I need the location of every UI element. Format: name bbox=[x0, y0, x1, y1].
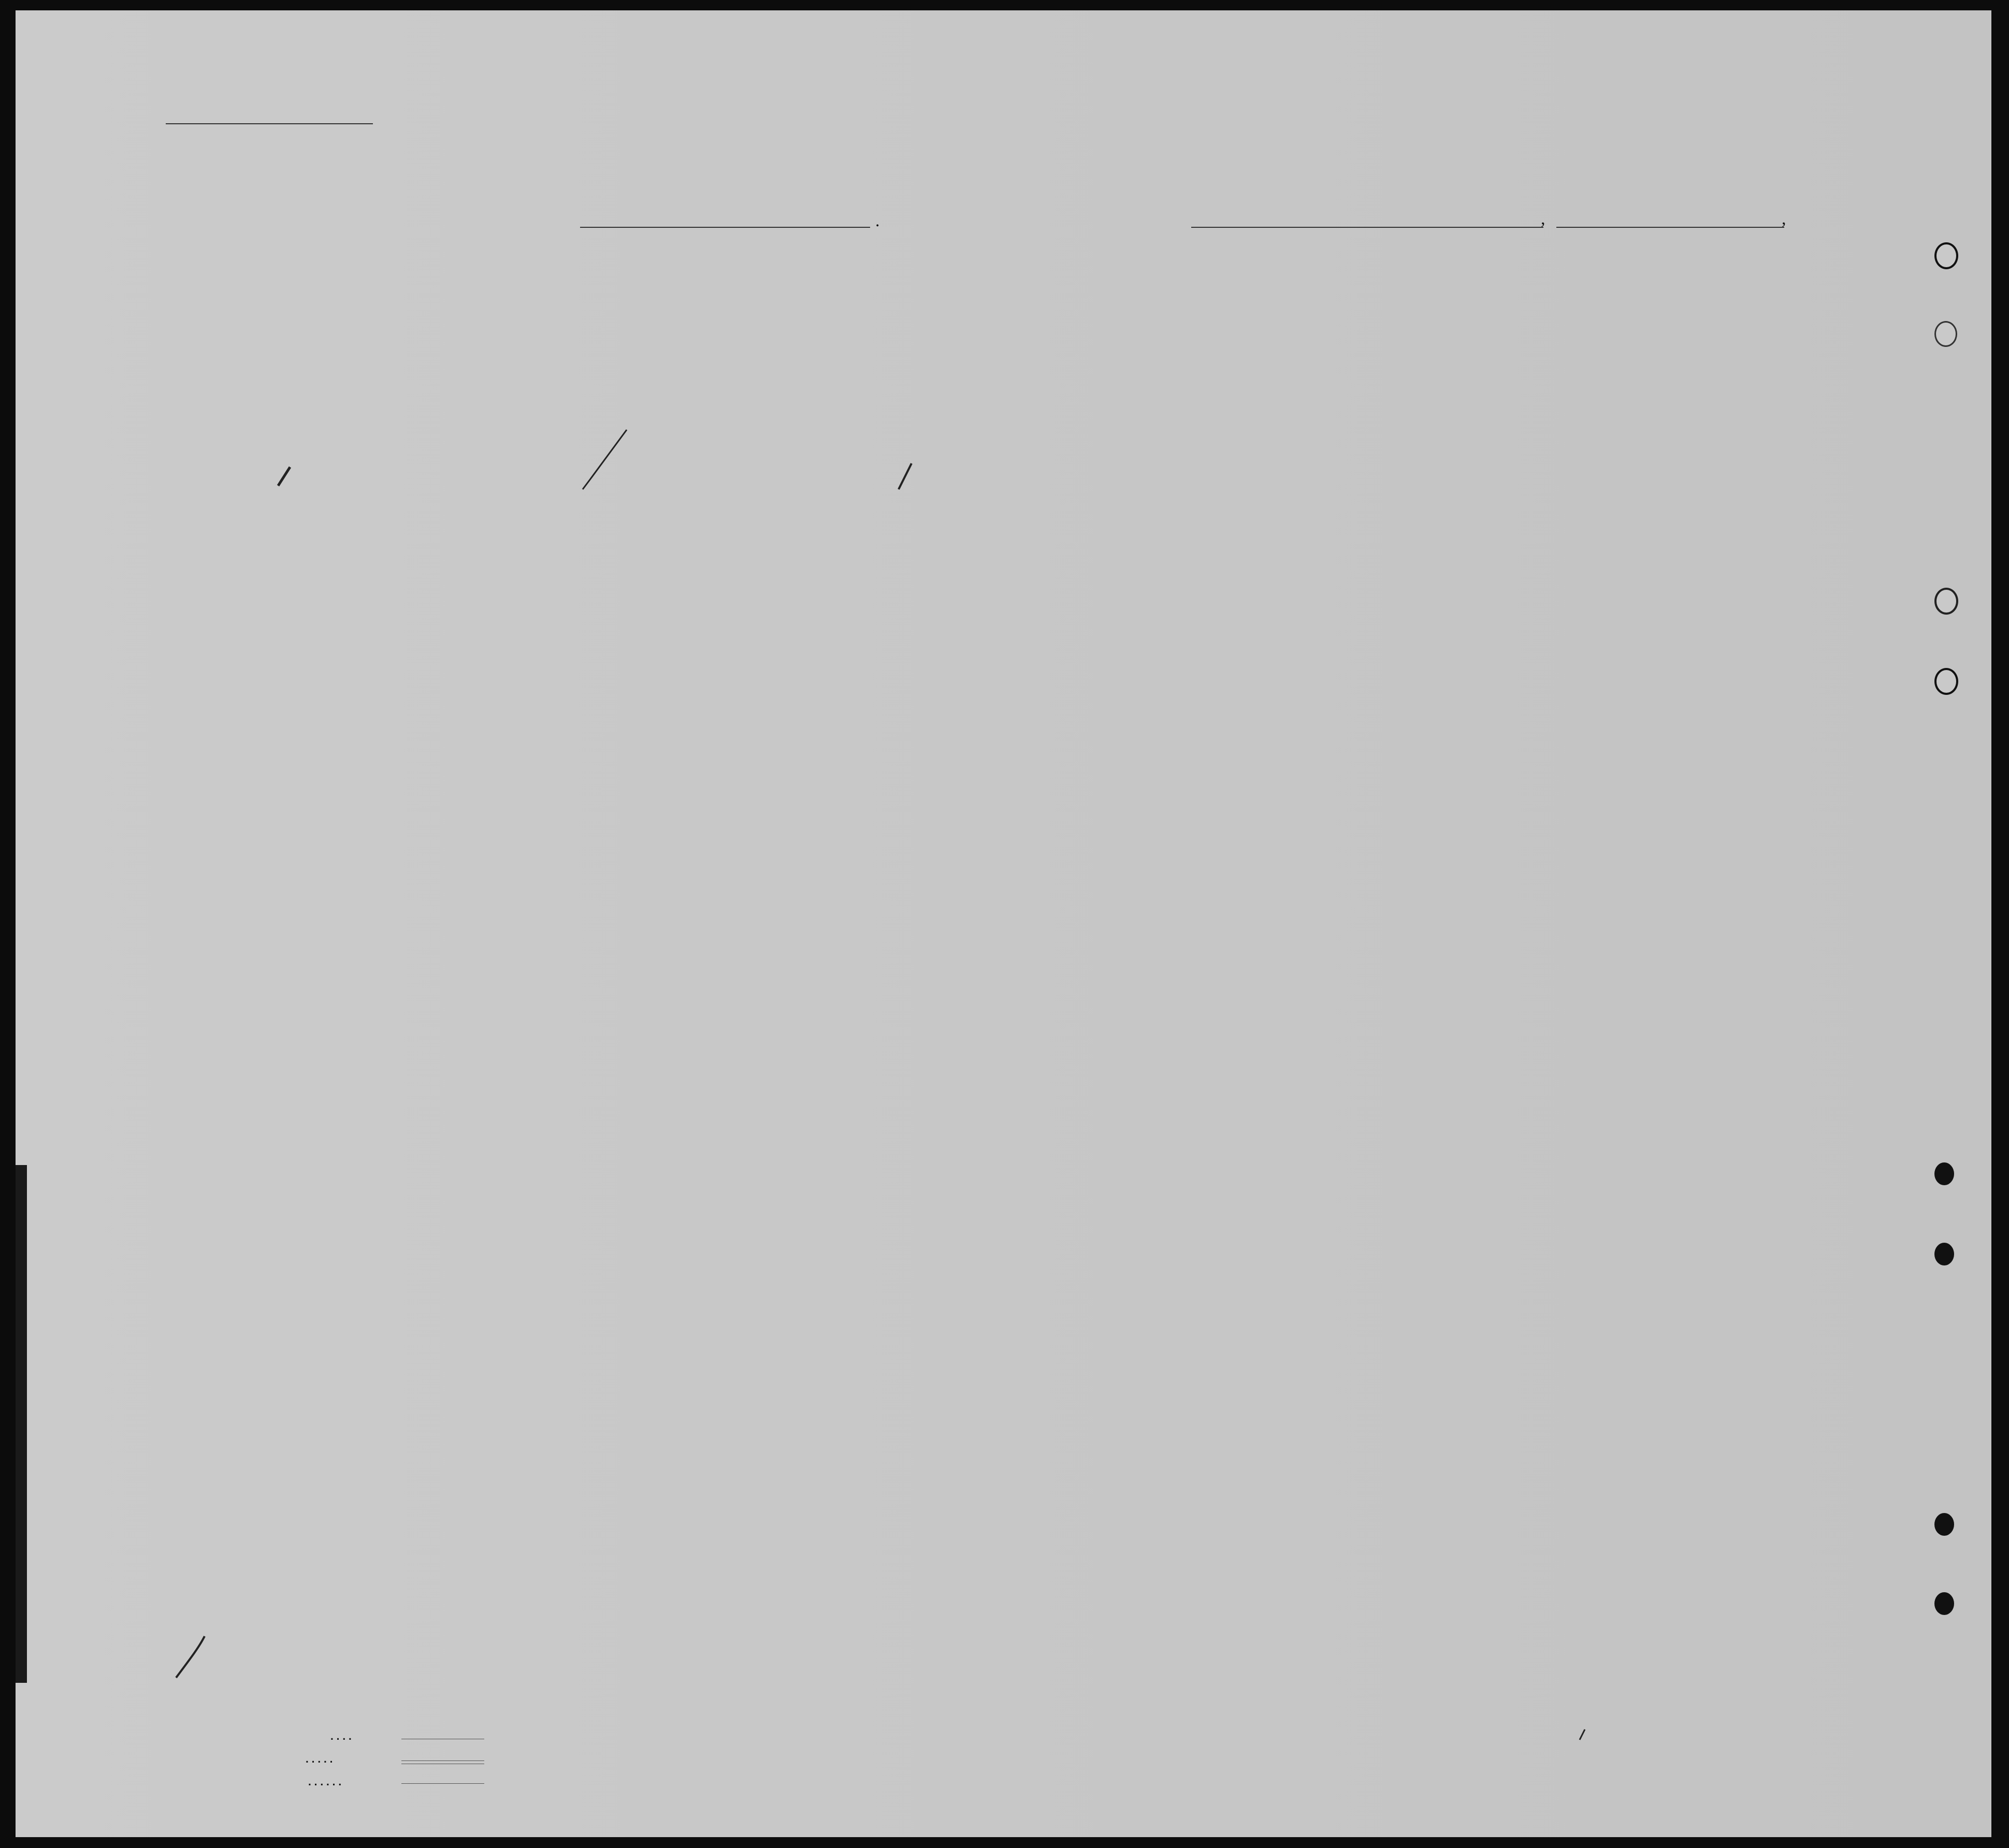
ship-period: . bbox=[875, 211, 880, 230]
binder-hole-8 bbox=[1934, 1592, 1954, 1615]
footer-line-3 bbox=[401, 1783, 484, 1784]
port-comma: , bbox=[1541, 209, 1545, 228]
date-comma: , bbox=[1782, 209, 1786, 228]
binder-hole-3 bbox=[1934, 588, 1958, 615]
binder-hole-4 bbox=[1934, 668, 1958, 695]
footer-dots-3: . . . . . . bbox=[308, 1776, 342, 1788]
binder-hole-7 bbox=[1934, 1513, 1954, 1536]
binder-hole-2 bbox=[1934, 321, 1957, 347]
footer-line-2 bbox=[401, 1760, 484, 1761]
binder-hole-5 bbox=[1934, 1162, 1954, 1185]
left-edge-shadow bbox=[16, 1165, 27, 1683]
footer-dots-1: . . . . bbox=[330, 1730, 352, 1742]
binder-hole-1 bbox=[1934, 242, 1958, 269]
binder-hole-6 bbox=[1934, 1243, 1954, 1265]
footer-dots-2: . . . . . bbox=[306, 1753, 333, 1765]
